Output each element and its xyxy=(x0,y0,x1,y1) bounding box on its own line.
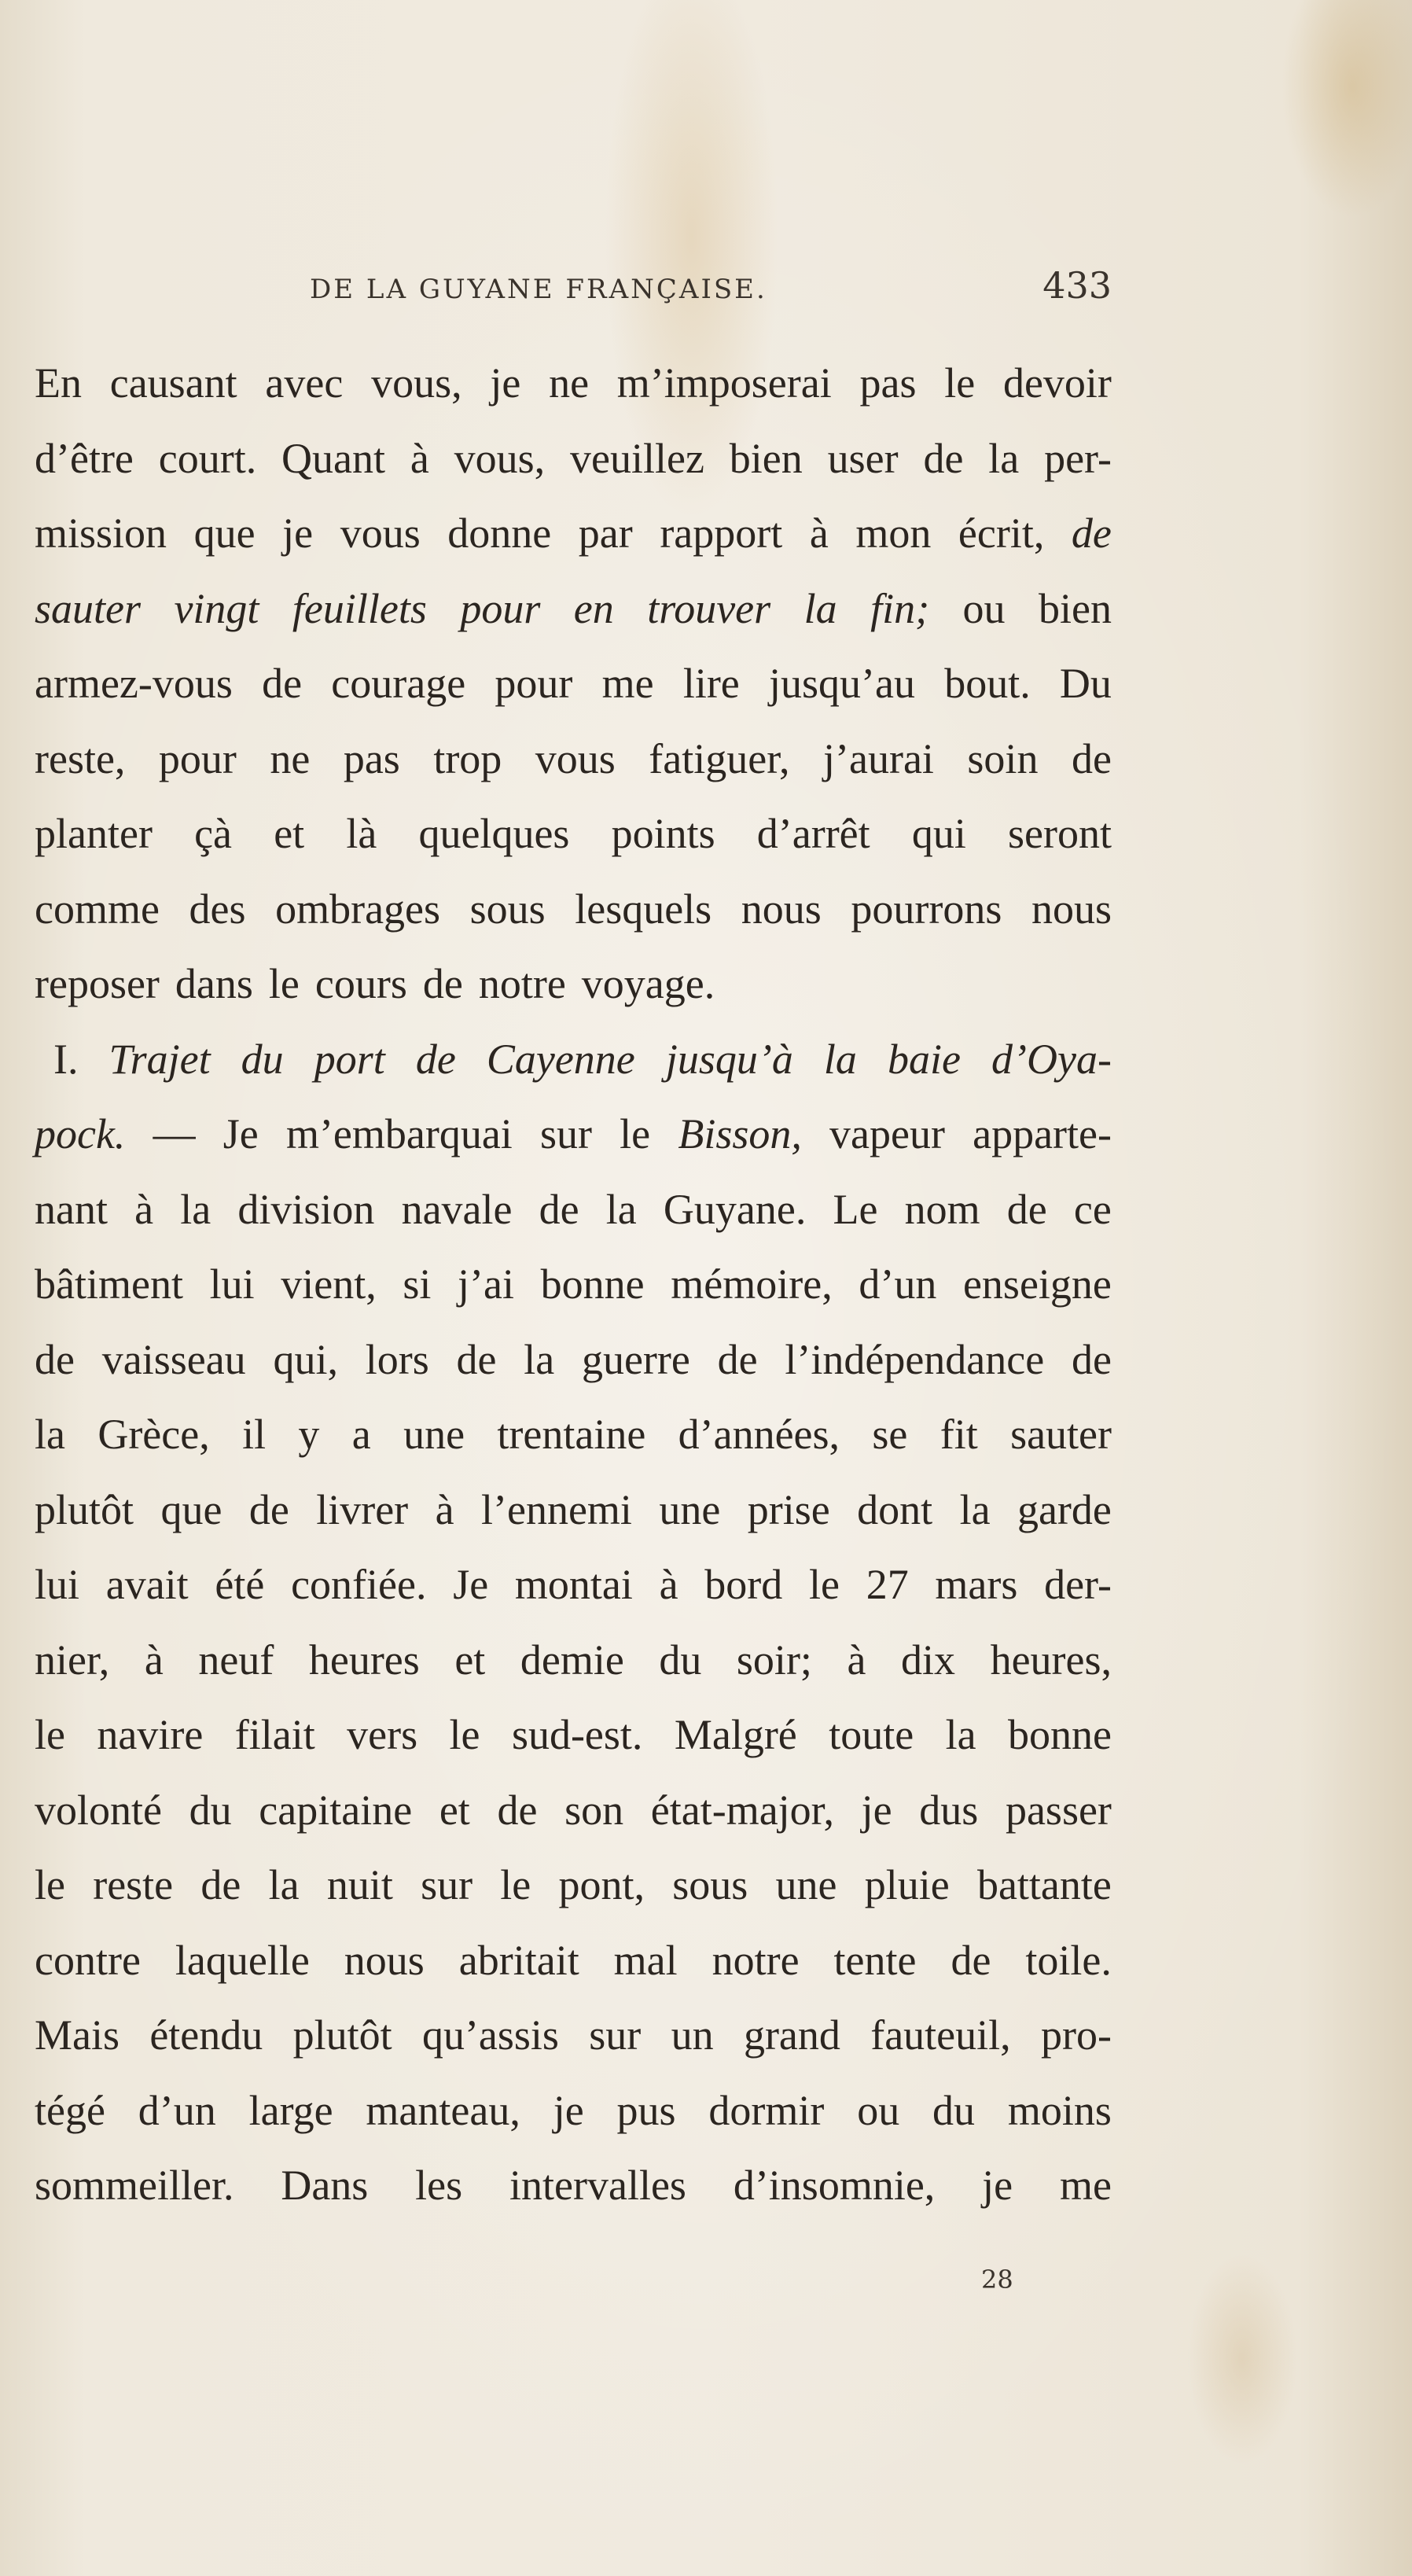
word: de xyxy=(248,1485,289,1533)
word: user xyxy=(827,434,899,482)
word: de xyxy=(456,1335,497,1383)
text-line xyxy=(35,572,1112,647)
word: un xyxy=(671,2011,714,2059)
word: division xyxy=(237,1185,375,1233)
word: des xyxy=(189,885,246,933)
word: le xyxy=(944,359,976,407)
word: lesquels xyxy=(575,885,712,933)
word: devoir xyxy=(1002,359,1112,407)
word: reposer xyxy=(35,960,160,1007)
word: bout. xyxy=(944,660,1031,707)
word: contre xyxy=(35,1936,141,1984)
word: court. xyxy=(158,434,257,482)
page-number: 433 xyxy=(1042,264,1112,307)
word: nom xyxy=(904,1185,980,1233)
word: de xyxy=(1071,1335,1112,1383)
word: vaisseau xyxy=(101,1335,246,1383)
text-line xyxy=(35,722,1112,797)
word: — xyxy=(153,1110,196,1157)
word: je xyxy=(861,1786,892,1834)
word: trentaine xyxy=(497,1411,646,1458)
word: dus xyxy=(919,1786,979,1834)
word: et xyxy=(274,810,305,857)
word: d’arrêt xyxy=(756,810,870,857)
body-text xyxy=(35,346,1112,2224)
word: y xyxy=(298,1411,320,1458)
word: Je xyxy=(222,1110,259,1157)
word: je xyxy=(982,2162,1013,2209)
word: le xyxy=(808,1561,840,1608)
word: mars xyxy=(935,1561,1018,1608)
word: bord xyxy=(704,1561,783,1608)
italic-word: la xyxy=(823,1035,857,1083)
word: de xyxy=(200,1861,241,1908)
word: notre xyxy=(478,960,566,1007)
word: d’un xyxy=(859,1260,937,1308)
word: sous xyxy=(672,1861,748,1908)
word: Quant xyxy=(281,434,386,482)
text-line xyxy=(35,421,1112,497)
word: bâtiment xyxy=(35,1260,183,1308)
word: vous xyxy=(535,734,616,782)
italic-word: jusqu’à xyxy=(665,1035,793,1083)
word: par xyxy=(578,510,633,557)
word: d’années, xyxy=(678,1411,840,1458)
word: sur xyxy=(589,2011,642,2059)
word: dix xyxy=(901,1636,956,1684)
word: avec xyxy=(265,359,344,407)
text-line xyxy=(35,2148,1112,2224)
word: son xyxy=(564,1786,624,1834)
word: nier, xyxy=(35,1636,110,1684)
word: bien xyxy=(1039,584,1112,632)
word: nuit xyxy=(326,1861,393,1908)
word: m’embarquai xyxy=(285,1110,513,1157)
word: nant xyxy=(35,1185,108,1233)
word: de xyxy=(1006,1185,1047,1233)
word: le xyxy=(449,1711,480,1758)
word: à xyxy=(144,1636,164,1684)
word: sauter xyxy=(1010,1411,1112,1458)
word: il xyxy=(242,1411,267,1458)
word: vient, xyxy=(281,1260,377,1308)
word: large xyxy=(248,2086,333,2134)
word: causant xyxy=(109,359,237,407)
word: pour xyxy=(495,660,573,707)
word: sous xyxy=(469,885,546,933)
word: la xyxy=(524,1335,555,1383)
word: à xyxy=(847,1636,866,1684)
word: Malgré xyxy=(674,1711,797,1758)
word: courage xyxy=(331,660,466,707)
word: Guyane. xyxy=(663,1185,807,1233)
word: garde xyxy=(1017,1485,1112,1533)
text-line xyxy=(35,1923,1112,1999)
word: Le xyxy=(833,1185,878,1233)
text-line xyxy=(35,1172,1112,1248)
word: montai xyxy=(514,1561,633,1608)
italic-word: sauter xyxy=(35,584,141,632)
text-line xyxy=(35,1547,1112,1623)
word: lui xyxy=(35,1561,80,1608)
word: demie xyxy=(520,1636,624,1684)
word: de xyxy=(923,434,964,482)
word: grand xyxy=(743,2011,840,2059)
word: pas xyxy=(343,734,400,782)
word: points xyxy=(611,810,715,857)
word: reste, xyxy=(35,734,126,782)
word: capitaine xyxy=(259,1786,413,1834)
word: manteau, xyxy=(366,2086,520,2134)
text-line xyxy=(35,1773,1112,1849)
word: les xyxy=(415,2162,463,2209)
word: tégé xyxy=(35,2086,105,2134)
word: ne xyxy=(549,359,590,407)
word: la xyxy=(35,1411,65,1458)
word: le xyxy=(35,1711,65,1758)
word: à xyxy=(435,1485,454,1533)
word: çà xyxy=(194,810,233,857)
word: dans xyxy=(175,960,253,1007)
word: Du xyxy=(1059,660,1112,707)
word: neuf xyxy=(198,1636,274,1684)
word: de xyxy=(539,1185,579,1233)
word: vous, xyxy=(371,359,462,407)
word: Grèce, xyxy=(97,1411,210,1458)
word: lors xyxy=(365,1335,429,1383)
word: trop xyxy=(433,734,502,782)
word: que xyxy=(160,1485,222,1533)
text-line xyxy=(35,2074,1112,2149)
word: pro- xyxy=(1040,2011,1112,2059)
word: pluie xyxy=(864,1861,950,1908)
word: pus xyxy=(616,2086,676,2134)
word: j’ai xyxy=(458,1260,515,1308)
word: dont xyxy=(857,1485,933,1533)
text-line xyxy=(35,872,1112,948)
word: ou xyxy=(857,2086,900,2134)
word: Mais xyxy=(35,2011,120,2059)
italic-word: Bisson, xyxy=(678,1110,802,1157)
word: heures xyxy=(308,1636,420,1684)
word: lire xyxy=(682,660,740,707)
word: de xyxy=(422,960,463,1007)
word: apparte- xyxy=(973,1110,1112,1157)
word: per- xyxy=(1044,434,1112,482)
word: me xyxy=(601,660,654,707)
text-line xyxy=(35,646,1112,722)
italic-word: du xyxy=(241,1035,284,1083)
word: heures, xyxy=(990,1636,1112,1684)
word: nous xyxy=(741,885,822,933)
word: une xyxy=(775,1861,837,1908)
word: der- xyxy=(1044,1561,1112,1608)
word: la xyxy=(959,1485,991,1533)
word: passer xyxy=(1005,1786,1112,1834)
word: Dans xyxy=(281,2162,369,2209)
word: mon xyxy=(855,510,932,557)
word: le xyxy=(268,960,300,1007)
word: quelques xyxy=(418,810,570,857)
word: armez-vous xyxy=(35,660,233,707)
word: soir; xyxy=(736,1636,812,1684)
word: vous xyxy=(340,510,421,557)
word: lui xyxy=(209,1260,255,1308)
word: fatiguer, xyxy=(649,734,790,782)
italic-word: Cayenne xyxy=(486,1035,635,1083)
word: notre xyxy=(712,1936,800,1984)
word: à xyxy=(809,510,829,557)
text-line xyxy=(35,1848,1112,1923)
word: d’insomnie, xyxy=(733,2162,936,2209)
word: voyage. xyxy=(581,960,715,1007)
italic-word: feuillets xyxy=(292,584,427,632)
italic-word: de xyxy=(415,1035,456,1083)
word: du xyxy=(189,1786,232,1834)
word: du xyxy=(932,2086,976,2134)
word: tente xyxy=(833,1936,917,1984)
text-line xyxy=(35,1998,1112,2074)
word: pourrons xyxy=(851,885,1002,933)
text-line xyxy=(35,1247,1112,1323)
italic-word: trouver xyxy=(647,584,771,632)
word: se xyxy=(872,1411,908,1458)
word: intervalles xyxy=(509,2162,686,2209)
word: nous xyxy=(1031,885,1112,933)
word: battante xyxy=(976,1861,1112,1908)
word: volonté xyxy=(35,1786,162,1834)
word: mal xyxy=(613,1936,678,1984)
word: fauteuil, xyxy=(870,2011,1011,2059)
word: I. xyxy=(53,1035,79,1083)
word: qui xyxy=(911,810,966,857)
word: la xyxy=(605,1185,637,1233)
running-head: DE LA GUYANE FRANÇAISE. xyxy=(310,274,767,305)
word: l’indépendance xyxy=(785,1335,1045,1383)
italic-word: fin; xyxy=(870,584,930,632)
word: là xyxy=(346,810,377,857)
word: ou xyxy=(962,584,1006,632)
word: sur xyxy=(540,1110,592,1157)
word: ne xyxy=(270,734,311,782)
word: veuillez xyxy=(570,434,704,482)
italic-word: de xyxy=(1071,510,1112,557)
word: filait xyxy=(234,1711,315,1758)
word: donne xyxy=(447,510,552,557)
text-line xyxy=(35,797,1112,872)
text-line xyxy=(35,1397,1112,1473)
word: toile. xyxy=(1025,1936,1112,1984)
word: une xyxy=(403,1411,465,1458)
word: me xyxy=(1060,2162,1112,2209)
word: la xyxy=(988,434,1020,482)
word: de xyxy=(1071,734,1112,782)
word: avait xyxy=(105,1561,189,1608)
word: mission xyxy=(35,510,167,557)
word: été xyxy=(215,1561,265,1608)
word: qui, xyxy=(273,1335,338,1383)
italic-word: baie xyxy=(887,1035,961,1083)
text-line xyxy=(35,1473,1112,1548)
word: le xyxy=(500,1861,531,1908)
word: à xyxy=(134,1185,154,1233)
word: pour xyxy=(158,734,237,782)
word: livrer xyxy=(316,1485,409,1533)
word: laquelle xyxy=(175,1936,310,1984)
word: rapport xyxy=(660,510,783,557)
word: du xyxy=(659,1636,702,1684)
text-line xyxy=(35,1623,1112,1698)
word: ombrages xyxy=(275,885,441,933)
word: prise xyxy=(747,1485,830,1533)
word: si xyxy=(403,1260,432,1308)
word: abritait xyxy=(458,1936,579,1984)
word: En xyxy=(35,359,82,407)
word: étendu xyxy=(149,2011,263,2059)
word: mémoire, xyxy=(671,1260,833,1308)
word: écrit, xyxy=(958,510,1045,557)
italic-word: en xyxy=(573,584,614,632)
text-line xyxy=(35,1097,1112,1172)
italic-word: Trajet xyxy=(108,1035,211,1083)
word: Je xyxy=(453,1561,489,1608)
text-line xyxy=(35,1323,1112,1398)
text-line xyxy=(35,1698,1112,1773)
word: toute xyxy=(829,1711,914,1758)
word: qu’assis xyxy=(421,2011,559,2059)
text-line xyxy=(35,947,1112,1022)
word: dormir xyxy=(708,2086,825,2134)
word: moins xyxy=(1007,2086,1112,2134)
word: d’être xyxy=(35,434,134,482)
word: pont, xyxy=(558,1861,645,1908)
word: à xyxy=(659,1561,678,1608)
word: bonne xyxy=(540,1260,645,1308)
signature-mark: 28 xyxy=(981,2265,1013,2294)
word: ce xyxy=(1073,1185,1112,1233)
word: comme xyxy=(35,885,160,933)
word: planter xyxy=(35,810,153,857)
text-line xyxy=(35,1022,1112,1098)
word: l’ennemi xyxy=(480,1485,632,1533)
word: plutôt xyxy=(292,2011,392,2059)
text-line xyxy=(35,346,1112,421)
word: navire xyxy=(97,1711,204,1758)
word: bien xyxy=(729,434,803,482)
word: une xyxy=(659,1485,721,1533)
word: sommeiller. xyxy=(35,2162,234,2209)
italic-word: vingt xyxy=(174,584,259,632)
word: pas xyxy=(859,359,917,407)
word: jusqu’au xyxy=(769,660,915,707)
word: le xyxy=(620,1110,651,1157)
word: sur xyxy=(421,1861,473,1908)
word: je xyxy=(282,510,314,557)
word: vers xyxy=(347,1711,418,1758)
page-header xyxy=(35,259,1112,307)
word: et xyxy=(439,1786,470,1834)
word: état-major, xyxy=(650,1786,834,1834)
word: bonne xyxy=(1008,1711,1112,1758)
italic-word: d’Oya- xyxy=(991,1035,1112,1083)
word: la xyxy=(945,1711,976,1758)
word: vapeur xyxy=(829,1110,945,1157)
word: j’aurai xyxy=(823,734,934,782)
word: de xyxy=(35,1335,75,1383)
text-line xyxy=(35,496,1112,572)
word: navale xyxy=(401,1185,513,1233)
word: guerre xyxy=(581,1335,690,1383)
word: plutôt xyxy=(35,1485,134,1533)
word: à xyxy=(410,434,429,482)
word: vous, xyxy=(454,434,546,482)
word: et xyxy=(454,1636,486,1684)
word: d’un xyxy=(138,2086,216,2134)
word: de xyxy=(951,1936,991,1984)
word: confiée. xyxy=(291,1561,427,1608)
word: soin xyxy=(967,734,1039,782)
word: la xyxy=(268,1861,300,1908)
word: cours xyxy=(314,960,407,1007)
word: le xyxy=(35,1861,65,1908)
word: seront xyxy=(1007,810,1112,857)
word: m’imposerai xyxy=(616,359,832,407)
word: que xyxy=(193,510,256,557)
word: je xyxy=(490,359,521,407)
word: la xyxy=(180,1185,211,1233)
italic-word: pour xyxy=(460,584,541,632)
word: fit xyxy=(939,1411,978,1458)
italic-word: pock. xyxy=(35,1110,126,1157)
italic-word: la xyxy=(803,584,837,632)
word: reste xyxy=(93,1861,174,1908)
word: je xyxy=(553,2086,584,2134)
word: de xyxy=(717,1335,758,1383)
word: a xyxy=(351,1411,371,1458)
italic-word: port xyxy=(314,1035,385,1083)
word: de xyxy=(262,660,303,707)
word: nous xyxy=(344,1936,425,1984)
word: de xyxy=(497,1786,538,1834)
word: 27 xyxy=(866,1561,909,1608)
word: enseigne xyxy=(962,1260,1112,1308)
word: sud-est. xyxy=(511,1711,643,1758)
